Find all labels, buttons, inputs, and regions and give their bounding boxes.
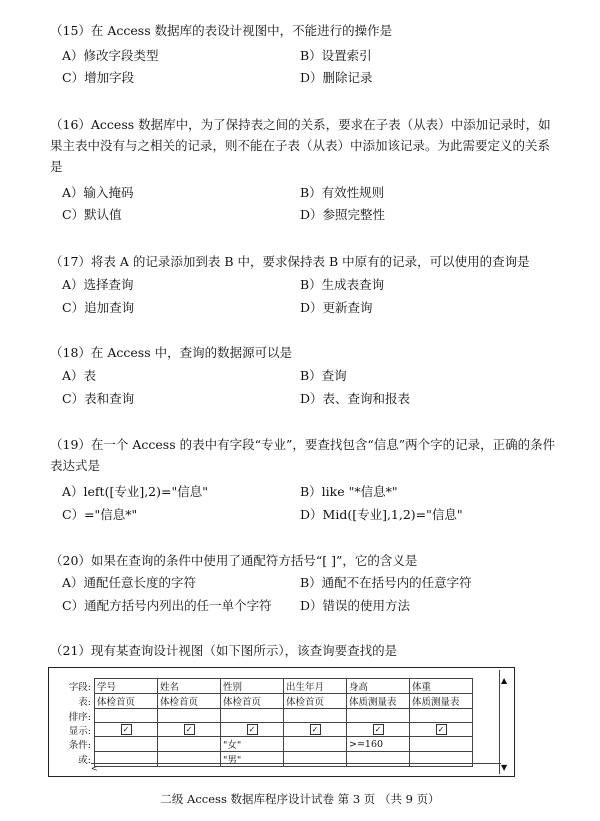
show-checkbox-icon: ✓ (373, 724, 384, 735)
row-label-or: 或: (78, 755, 91, 766)
field-cell: 姓名 (158, 679, 221, 694)
q18-option-a: A）表 (62, 368, 97, 383)
q17-stem: （17）将表 A 的记录添加到表 B 中，要求保持表 B 中原有的记录，可以使用的查询是 (50, 254, 530, 269)
row-label-field: 字段: (68, 682, 91, 693)
table-cell: 体检首页 (95, 694, 158, 709)
q16-option-c: C）默认值 (62, 207, 122, 222)
q16-option-d: D）参照完整性 (300, 207, 386, 222)
field-cell: 出生年月 (284, 679, 347, 694)
q16-stem: （16）Access 数据库中，为了保持表之间的关系，要求在子表（从表）中添加记录时，如果主表中没有与之相关的记录，则不能在子表（从表）中添加该记录。为此需要定义的关系是 (50, 117, 551, 174)
show-row (51, 723, 473, 737)
design-grid-table (51, 678, 473, 767)
table-cell: 体质测量表 (410, 694, 473, 709)
field-cell: 体重 (410, 679, 473, 694)
q18-stem: （18）在 Access 中，查询的数据源可以是 (50, 345, 293, 360)
q18-option-b: B）查询 (300, 368, 347, 383)
q18-option-c: C）表和查询 (62, 391, 135, 406)
row-label-criteria: 条件: (68, 740, 91, 751)
q21-stem: （21）现有某查询设计视图（如下图所示），该查询要查找的是 (50, 643, 398, 658)
q18-option-d: D）表、查询和报表 (300, 391, 411, 406)
q15-option-a: A）修改字段类型 (62, 48, 159, 63)
criteria-cell (95, 737, 158, 752)
table-cell: 体质测量表 (347, 694, 410, 709)
row-label-table: 表: (78, 697, 91, 708)
query-design-grid (48, 667, 515, 777)
q20-option-d: D）错误的使用方法 (300, 598, 411, 613)
q19-option-b: B）like "*信息*" (300, 484, 398, 499)
q15-option-b: B）设置索引 (300, 48, 372, 63)
sort-cell (95, 709, 158, 723)
criteria-cell (158, 737, 221, 752)
criteria-cell (284, 737, 347, 752)
scroll-up-icon: ▲ (501, 676, 508, 685)
sort-row (51, 709, 473, 723)
field-cell: 性别 (221, 679, 284, 694)
q16-option-b: B）有效性规则 (300, 185, 385, 200)
show-checkbox-icon: ✓ (436, 724, 447, 735)
q20-option-a: A）通配任意长度的字符 (62, 575, 197, 590)
field-row (51, 679, 473, 694)
sort-cell (347, 709, 410, 723)
q19-option-a: A）left([专业],2)="信息" (62, 484, 208, 499)
scroll-down-icon: ▼ (501, 763, 508, 772)
criteria-cell: "女" (221, 737, 284, 752)
q17-option-b: B）生成表查询 (300, 277, 385, 292)
show-checkbox-icon: ✓ (184, 724, 195, 735)
row-label-sort: 排序: (68, 711, 91, 723)
q17-option-d: D）更新查询 (300, 300, 373, 315)
show-checkbox-icon: ✓ (121, 724, 132, 735)
table-cell: 体检首页 (158, 694, 221, 709)
page-footer: 二级 Access 数据库程序设计试卷 第 3 页 （共 9 页） (160, 792, 440, 806)
q19-option-d: D）Mid([专业],1,2)="信息" (300, 507, 463, 522)
field-cell: 学号 (95, 679, 158, 694)
q20-option-b: B）通配不在括号内的任意字符 (300, 575, 472, 590)
sort-cell (410, 709, 473, 723)
row-label-show: 显示: (68, 725, 91, 737)
q19-option-c: C）="信息*" (62, 507, 138, 522)
table-cell: 体检首页 (221, 694, 284, 709)
show-checkbox-icon: ✓ (310, 724, 321, 735)
q16-option-a: A）输入掩码 (62, 185, 134, 200)
sort-cell (158, 709, 221, 723)
table-row (51, 694, 473, 709)
q17-option-a: A）选择查询 (62, 277, 134, 292)
table-cell: 体检首页 (284, 694, 347, 709)
criteria-cell (410, 737, 473, 752)
q15-option-c: C）增加字段 (62, 70, 135, 85)
sort-cell (221, 709, 284, 723)
criteria-row (51, 737, 473, 752)
scroll-left-icon: < (91, 764, 98, 773)
sort-cell (284, 709, 347, 723)
q17-option-c: C）追加查询 (62, 300, 135, 315)
q15-stem: （15）在 Access 数据库的表设计视图中，不能进行的操作是 (50, 23, 393, 38)
horizontal-scrollbar (91, 763, 501, 774)
q20-option-c: C）通配方括号内列出的任一单个字符 (62, 598, 272, 613)
criteria-cell: >=160 (347, 737, 410, 752)
or-cell: "男" (221, 752, 284, 767)
show-checkbox-icon: ✓ (247, 724, 258, 735)
q19-stem: （19）在一个 Access 的表中有字段“专业”，要查找包含“信息”两个字的记录，正确的条件表达式是 (50, 437, 556, 473)
field-cell: 身高 (347, 679, 410, 694)
q15-option-d: D）删除记录 (300, 70, 373, 85)
q20-stem: （20）如果在查询的条件中使用了通配符方括号“[ ]”，它的含义是 (50, 553, 418, 568)
vertical-scrollbar (499, 670, 512, 774)
